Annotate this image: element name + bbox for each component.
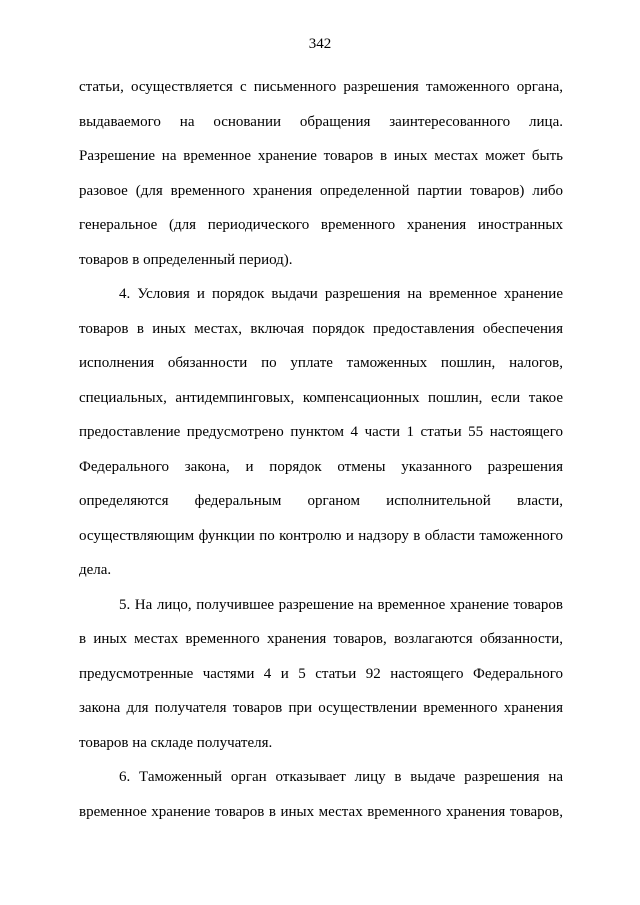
- text-line: предоставление предусмотрено пунктом 4 части 1 статьи 55 настоящего: [79, 424, 563, 440]
- text-line: исполнения обязанности по уплате таможенных пошлин, налогов,: [79, 355, 563, 371]
- text-line: товаров в иных местах, включая порядок предоставления обеспечения: [79, 320, 563, 337]
- text-line: 5. На лицо, получившее разрешение на временное хранение товаров: [119, 596, 563, 613]
- document-body: [79, 70, 563, 829]
- text-line: осуществляющим функции по контролю и надзору в области таможенного: [79, 527, 563, 544]
- text-line: специальных, антидемпинговых, компенсационных пошлин, если такое: [79, 389, 563, 406]
- text-line: 4. Условия и порядок выдачи разрешения на временное хранение: [119, 286, 563, 302]
- text-line: разовое (для временного хранения определенной партии товаров) либо: [79, 182, 563, 199]
- text-line: в иных местах временного хранения товаров, возлагаются обязанности,: [79, 631, 563, 647]
- text-line: выдаваемого на основании обращения заинтересованного лица.: [79, 113, 563, 130]
- text-line: Разрешение на временное хранение товаров в иных местах может быть: [79, 148, 563, 164]
- text-line: временное хранение товаров в иных местах временного хранения товаров,: [79, 803, 563, 820]
- text-line: товаров в определенный период).: [79, 251, 293, 268]
- text-line: статьи, осуществляется с письменного разрешения таможенного органа,: [79, 79, 563, 95]
- paragraph-item-5: [79, 588, 563, 761]
- text-line: определяются федеральным органом исполнительной власти,: [79, 493, 563, 509]
- paragraph-item-4: [79, 277, 563, 588]
- paragraph-continuation: [79, 70, 563, 277]
- paragraph-item-6: [79, 760, 563, 829]
- text-line: генеральное (для периодического временного хранения иностранных: [79, 217, 563, 233]
- text-line: закона для получателя товаров при осуществлении временного хранения: [79, 700, 563, 716]
- text-line: предусмотренные частями 4 и 5 статьи 92 настоящего Федерального: [79, 665, 563, 682]
- text-line: Федерального закона, и порядок отмены указанного разрешения: [79, 458, 563, 475]
- text-line: товаров на складе получателя.: [79, 734, 273, 751]
- page-number: 342: [308, 36, 332, 52]
- text-line: дела.: [79, 562, 112, 578]
- text-line: 6. Таможенный орган отказывает лицу в выдаче разрешения на: [119, 769, 563, 785]
